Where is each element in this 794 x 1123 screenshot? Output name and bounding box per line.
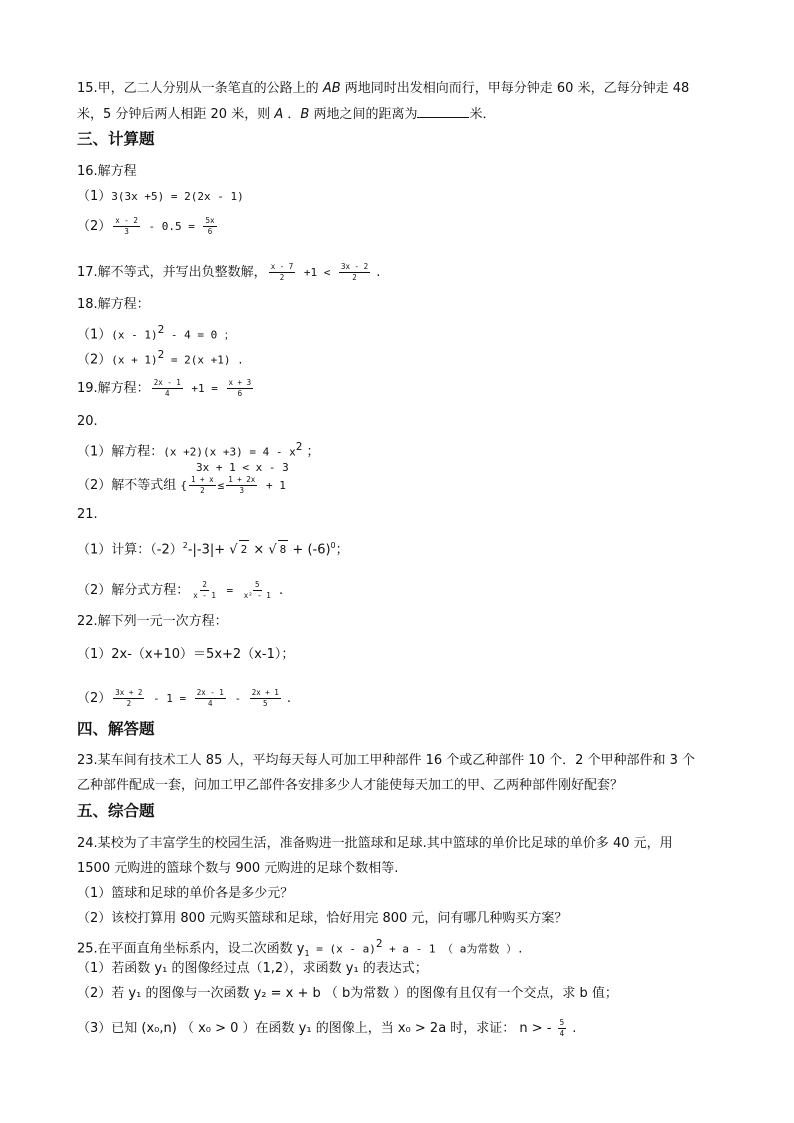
q22-title: 22.解下列一元一次方程： bbox=[77, 614, 228, 629]
q20-part2: （2）解不等式组 { $\frac{1 + x}{2}$ ≤ $\frac{1 + 2x}{3}$ + 1 bbox=[77, 475, 286, 495]
q24-line2: 1500 元购进的篮球个数与 900 元购进的足球个数相等. bbox=[77, 861, 399, 876]
q21-part2: （2）解分式方程： $\frac{2}{x - 1}$ = $\frac{5}{\text{x² - 1}}$ . bbox=[77, 580, 284, 600]
q24-line1: 24.某校为了丰富学生的校园生活，准备购进一批篮球和足球.其中篮球的单价比足球的单价多 40 元，用 bbox=[77, 836, 673, 851]
q20-system-top: 3x + 1 < x - 3 bbox=[196, 461, 289, 474]
q20-part1: （1）解方程：$(x +2)(x +3) = 4 - x^2$ ； bbox=[77, 440, 320, 460]
q18-part2: $(2)(x + 1)^2 = 2(x +1)$ . bbox=[77, 348, 244, 368]
q21-title: 21. bbox=[77, 507, 98, 522]
q21-part1: （1）计算：$(-2)^2-|-3|+$ √ 2 × √ $8 + (-6)^0$； bbox=[77, 541, 349, 558]
section-3-heading: 三、计算题 bbox=[77, 130, 155, 148]
q18-title: 18.解方程： bbox=[77, 297, 150, 312]
q24-part1: （1）篮球和足球的单价各是多少元？ bbox=[77, 886, 294, 901]
q16-part1: （1）3(3x +5) = 2(2x - 1) bbox=[77, 189, 244, 204]
q23-line1: 23.某车间有技术工人 85 人，平均每天每人可加工甲种部件 16 个或乙种部件 10 个．2 个甲种部件和 3 个 bbox=[77, 753, 696, 768]
q16-title: 16.解方程 bbox=[77, 164, 137, 179]
q22-part1: （1）2x-（x+10）＝5x+2（x-1）； bbox=[77, 647, 295, 662]
q25-part1: （1）若函数 y₁ 的图像经过点（1,2），求函数 y₁ 的表达式； bbox=[77, 961, 428, 976]
q25-part3: （3）已知 (x₀,n) （ x₀ > 0 ）在函数 y₁ 的图像上，当 x₀ > 2a 时，求证： n > - $\frac{5}{4}$ . bbox=[77, 1018, 577, 1038]
q24-part2: （2）该校打算用 800 元购买篮球和足球，恰好用完 800 元，问有哪几种购买方案？ bbox=[77, 911, 568, 926]
q18-part1: （1）(x - 1)$^2$ - 4 = 0 ； bbox=[77, 323, 235, 343]
q16-part2: （2） $\frac{x - 2}{3}$ - 0.5 = $\frac{5x}{6}$ bbox=[77, 216, 215, 236]
section-5-heading: 五、综合题 bbox=[77, 802, 155, 820]
q20-title: 20. bbox=[77, 414, 98, 429]
q25-line1: 25.在平面直角坐标系内，设二次函数 $y_1 = (x - a)^2 + a - 1$ （ a为常数 ）. bbox=[77, 937, 524, 958]
q23-line2: 乙种部件配成一套，问加工甲乙部件各安排多少人才能使每天加工的甲、乙两种部件刚好配套？ bbox=[77, 778, 624, 793]
q15-line1: 15.甲，乙二人分别从一条笔直的公路上的 AB 两地同时出发相向而行，甲每分钟走 60 米，乙每分钟走 48 bbox=[77, 81, 690, 96]
q17: 17.解不等式，并写出负整数解， $\frac{x - 7}{2}$ +1 < $\frac{3x - 2}{2}$ . bbox=[77, 262, 381, 282]
section-4-heading: 四、解答题 bbox=[77, 720, 155, 738]
q22-part2: （2） $\frac{3x + 2}{2}$ - 1 = $\frac{2x - 1}{4}$ - $\frac{2x + 1}{5}$ . bbox=[77, 688, 292, 708]
q25-part2: （2）若 y₁ 的图像与一次函数 y₂ = x + b （ b为常数 ）的图像有且仅有一个交点，求 b 值； bbox=[77, 986, 618, 1001]
q19: 19.解方程： $\frac{2x - 1}{4}$ +1 = $\frac{x + 3}{6}$ bbox=[77, 378, 252, 398]
q15-line2: 米，5 分钟后两人相距 20 米，则 A ．B 两地之间的距离为 米． bbox=[77, 107, 496, 122]
answer-blank bbox=[417, 105, 469, 118]
